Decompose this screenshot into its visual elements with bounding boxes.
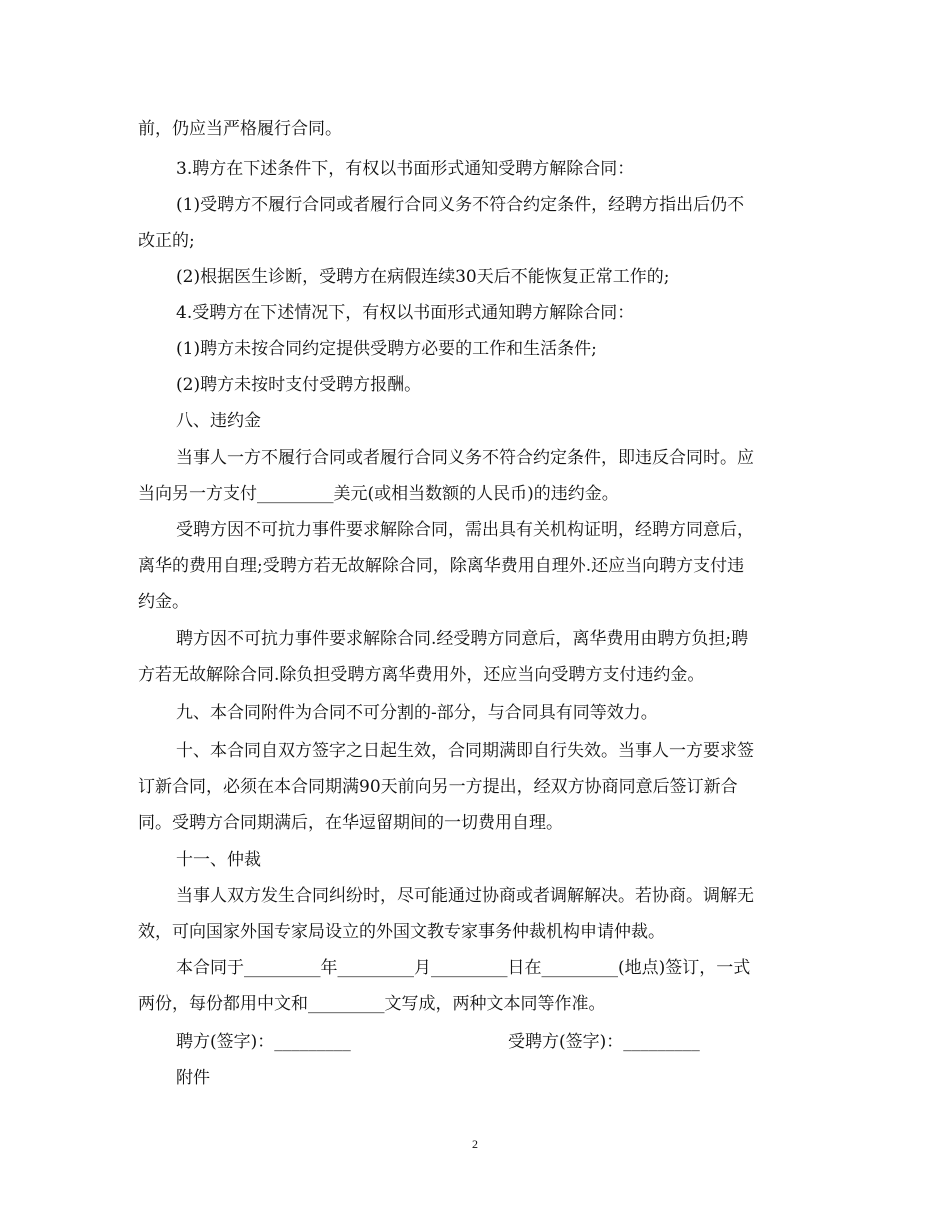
text-line: 受聘方因不可抗力事件要求解除合同，需出具有关机构证明，经聘方同意后， xyxy=(176,520,754,540)
text-line: 当事人一方不履行合同或者履行合同义务不符合约定条件，即违反合同时。应 xyxy=(176,448,754,468)
text-line: 4.受聘方在下述情况下，有权以书面形式通知聘方解除合同： xyxy=(176,303,635,323)
text-line: 十、本合同自双方签字之日起生效，合同期满即自行失效。当事人一方要求签 xyxy=(176,741,754,761)
text-line: 改正的; xyxy=(138,231,195,251)
text-line: 九、本合同附件为合同不可分割的-部分，与合同具有同等效力。 xyxy=(176,703,658,723)
text-line: 前，仍应当严格履行合同。 xyxy=(138,119,342,139)
employee-signature-line: 受聘方(签字)：_________ xyxy=(508,1032,700,1052)
text-line: (2)聘方未按时支付受聘方报酬。 xyxy=(176,375,422,395)
text-line: 同。受聘方合同期满后，在华逗留期间的一切费用自理。 xyxy=(138,813,563,833)
text-line: 方若无故解除合同.除负担受聘方离华费用外，还应当向受聘方支付违约金。 xyxy=(138,665,705,685)
text-line: (2)根据医生诊断，受聘方在病假连续30天后不能恢复正常工作的; xyxy=(176,267,670,287)
text-line: 当事人双方发生合同纠纷时，尽可能通过协商或者调解解决。若协商。调解无 xyxy=(176,886,754,906)
text-line: 效，可向国家外国专家局设立的外国文教专家事务仲裁机构申请仲裁。 xyxy=(138,922,665,942)
text-line: 离华的费用自理;受聘方若无故解除合同，除离华费用自理外.还应当向聘方支付违 xyxy=(138,556,745,576)
employer-signature-line: 聘方(签字)：_________ xyxy=(176,1032,351,1052)
text-line: (1)受聘方不履行合同或者履行合同义务不符合约定条件，经聘方指出后仍不 xyxy=(176,195,745,215)
text-line: 两份，每份都用中文和_________文写成，两种文本同等作准。 xyxy=(138,994,606,1014)
text-line: 3.聘方在下述条件下，有权以书面形式通知受聘方解除合同： xyxy=(176,159,635,179)
text-line: 本合同于_________年_________月_________日在_________(地点)签订，一式 xyxy=(176,958,751,978)
attachment-heading: 附件 xyxy=(176,1068,210,1088)
text-line: 订新合同，必须在本合同期满90天前向另一方提出，经双方协商同意后签订新合 xyxy=(138,777,738,797)
text-line: 约金。 xyxy=(138,592,189,612)
page-number: 2 xyxy=(472,1137,478,1151)
section-heading: 十一、仲裁 xyxy=(176,850,261,870)
text-line: 当向另一方支付_________美元(或相当数额的人民币)的违约金。 xyxy=(138,484,619,504)
section-heading: 八、违约金 xyxy=(176,411,261,431)
text-line: 聘方因不可抗力事件要求解除合同.经受聘方同意后，离华费用由聘方负担;聘 xyxy=(176,629,749,649)
text-line: (1)聘方未按合同约定提供受聘方必要的工作和生活条件; xyxy=(176,339,597,359)
